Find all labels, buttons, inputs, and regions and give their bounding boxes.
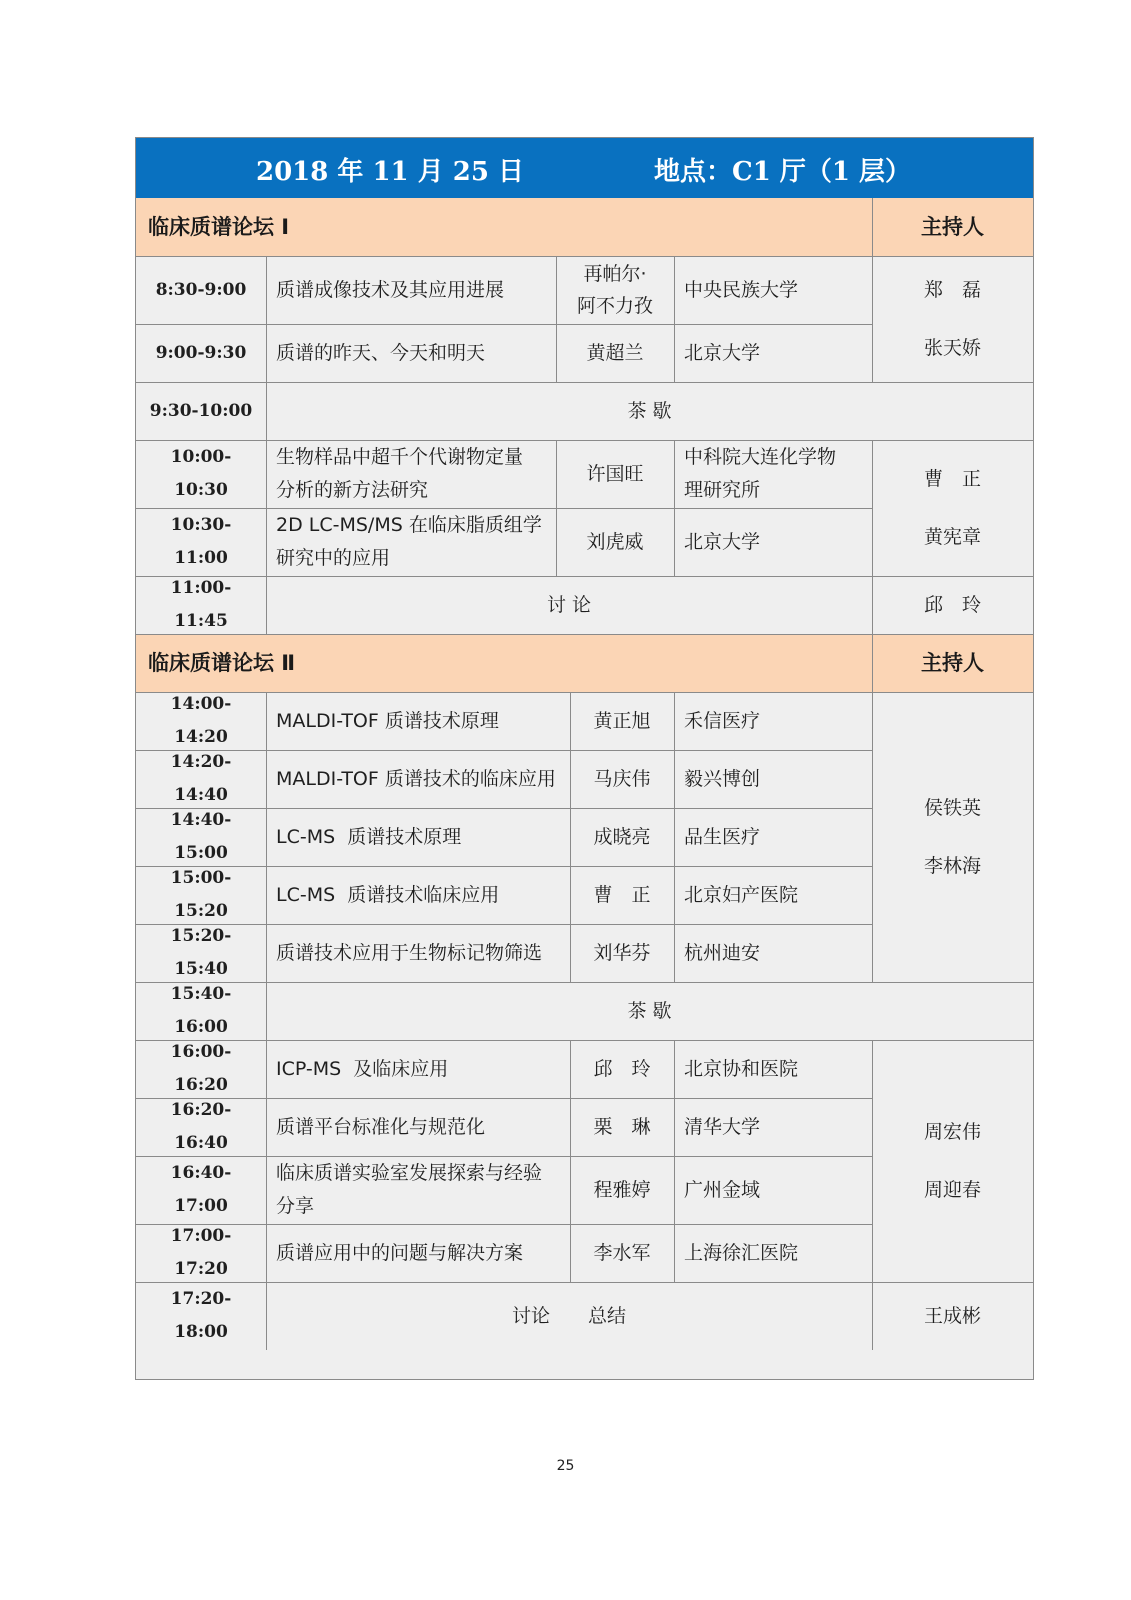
grid-line — [136, 982, 1033, 983]
grid-line — [872, 198, 873, 382]
speaker-name — [556, 256, 674, 324]
session-hosts — [872, 692, 1033, 982]
section-header-forum-2 — [136, 634, 1033, 692]
grid-line — [674, 440, 675, 576]
grid-line — [266, 256, 267, 634]
time-slot: 15:00-15:20 — [170, 868, 232, 921]
grid-line — [136, 1040, 1033, 1041]
closing-host: 王成彬 — [923, 1304, 981, 1327]
session-hosts — [872, 440, 1033, 576]
time-slot: 14:40-15:00 — [170, 810, 232, 863]
venue-location: 地点：C1 厅（1 层） — [654, 157, 911, 187]
session-hosts — [872, 1040, 1033, 1282]
time-slot: 17:00-17:20 — [170, 1226, 232, 1279]
talk-topic-line-1: 2D LC-MS/MS 在临床脂质组学 — [276, 514, 542, 536]
schedule-date: 2018 年 11 月 25 日 — [256, 157, 524, 187]
talk-topic — [266, 508, 556, 576]
time-slot: 16:40-17:00 — [170, 1163, 232, 1216]
grid-line — [674, 1040, 675, 1282]
grid-line — [136, 576, 1033, 577]
section-title: 临床质谱论坛 Ⅱ — [148, 651, 296, 675]
talk-topic: LC-MS 质谱技术临床应用 — [276, 883, 500, 906]
time-slot: 8:30-9:00 — [155, 279, 247, 300]
tea-break-label: 茶 歇 — [627, 399, 672, 422]
grid-line — [136, 808, 872, 809]
talk-topic — [266, 440, 556, 508]
host-name: 周迎春 — [923, 1179, 981, 1201]
speaker-name: 程雅婷 — [593, 1178, 651, 1201]
time-slot: 15:40-16:00 — [170, 984, 232, 1037]
talk-topic: 质谱平台标准化与规范化 — [276, 1115, 486, 1138]
tea-break-label: 茶 歇 — [627, 999, 672, 1022]
grid-line — [266, 692, 267, 1350]
grid-line — [136, 1098, 872, 1099]
grid-line — [674, 256, 675, 382]
grid-line — [136, 1224, 872, 1225]
host-column-label: 主持人 — [921, 651, 984, 675]
grid-line — [136, 924, 872, 925]
time-slot: 10:00-10:30 — [170, 447, 232, 500]
grid-line — [136, 1156, 872, 1157]
speaker-name: 栗 琳 — [593, 1115, 651, 1138]
speaker-organization: 清华大学 — [684, 1115, 761, 1138]
discussion-label: 讨 论 — [546, 593, 592, 616]
talk-topic: ICP-MS 及临床应用 — [276, 1057, 449, 1080]
time-slot: 10:30-11:00 — [170, 515, 232, 568]
talk-topic: LC-MS 质谱技术原理 — [276, 825, 462, 848]
talk-topic: 质谱的昨天、今天和明天 — [276, 341, 486, 364]
talk-topic — [266, 1156, 570, 1224]
host-column-label: 主持人 — [921, 215, 984, 239]
organization-line-2: 理研究所 — [684, 479, 761, 501]
speaker-organization: 北京大学 — [684, 530, 761, 553]
section-header-forum-1 — [136, 198, 1033, 256]
speaker-organization: 北京协和医院 — [684, 1057, 799, 1080]
closing-label: 讨论 总结 — [511, 1304, 626, 1327]
speaker-organization: 上海徐汇医院 — [684, 1241, 799, 1264]
grid-line — [136, 256, 1033, 257]
speaker-name: 马庆伟 — [593, 767, 651, 790]
speaker-name-line-1: 再帕尔· — [583, 263, 647, 285]
speaker-organization: 毅兴博创 — [684, 767, 761, 790]
talk-topic: 质谱技术应用于生物标记物筛选 — [276, 941, 543, 964]
talk-topic: 质谱成像技术及其应用进展 — [276, 278, 505, 301]
grid-line — [136, 440, 1033, 441]
speaker-organization: 中央民族大学 — [684, 278, 799, 301]
time-slot: 14:00-14:20 — [170, 694, 232, 747]
speaker-name-line-2: 阿不力孜 — [576, 295, 653, 317]
grid-line — [674, 692, 675, 982]
discussion-host: 邱 玲 — [923, 593, 981, 616]
speaker-organization: 北京大学 — [684, 341, 761, 364]
schedule-table — [135, 137, 1034, 1380]
time-slot: 9:30-10:00 — [149, 400, 253, 421]
speaker-name: 邱 玲 — [593, 1057, 651, 1080]
speaker-organization: 品生医疗 — [684, 825, 761, 848]
talk-topic-line-1: 临床质谱实验室发展探索与经验 — [276, 1162, 543, 1184]
grid-line — [570, 1040, 571, 1282]
speaker-name: 曹 正 — [593, 883, 651, 906]
session-hosts — [872, 256, 1033, 382]
speaker-organization: 北京妇产医院 — [684, 883, 799, 906]
grid-line — [136, 382, 1033, 383]
speaker-name: 刘华芬 — [593, 941, 651, 964]
speaker-name: 成晓亮 — [593, 825, 651, 848]
grid-line — [136, 1282, 1033, 1283]
host-name: 郑 磊 — [923, 279, 981, 301]
grid-line — [556, 256, 557, 382]
organization-line-1: 中科院大连化学物 — [684, 446, 837, 468]
grid-line — [136, 508, 872, 509]
time-slot: 15:20-15:40 — [170, 926, 232, 979]
time-slot: 16:20-16:40 — [170, 1100, 232, 1153]
grid-line — [136, 750, 872, 751]
time-slot: 11:00-11:45 — [170, 578, 232, 631]
talk-topic-line-2: 研究中的应用 — [276, 547, 391, 569]
host-name: 侯铁英 — [923, 797, 981, 819]
section-title: 临床质谱论坛 Ⅰ — [148, 215, 290, 239]
speaker-name: 刘虎威 — [586, 530, 644, 553]
talk-topic-line-1: 生物样品中超千个代谢物定量 — [276, 446, 524, 468]
grid-line — [570, 692, 571, 982]
grid-line — [136, 692, 1033, 693]
header-band — [136, 138, 1033, 198]
time-slot: 16:00-16:20 — [170, 1042, 232, 1095]
speaker-organization: 杭州迪安 — [684, 941, 761, 964]
speaker-name: 李水军 — [593, 1241, 651, 1264]
talk-topic: MALDI-TOF 质谱技术的临床应用 — [276, 767, 556, 790]
host-name: 曹 正 — [923, 468, 981, 490]
speaker-name: 黄超兰 — [586, 341, 644, 364]
host-name: 周宏伟 — [923, 1121, 981, 1143]
grid-line — [556, 440, 557, 576]
grid-line — [872, 1040, 873, 1350]
talk-topic: 质谱应用中的问题与解决方案 — [276, 1241, 524, 1264]
grid-line — [872, 440, 873, 982]
talk-topic: MALDI-TOF 质谱技术原理 — [276, 709, 499, 732]
speaker-name: 黄正旭 — [593, 709, 651, 732]
speaker-organization: 禾信医疗 — [684, 709, 761, 732]
talk-topic-line-2: 分析的新方法研究 — [276, 479, 429, 501]
grid-line — [136, 866, 872, 867]
grid-line — [136, 634, 1033, 635]
speaker-name: 许国旺 — [586, 462, 644, 485]
grid-line — [136, 324, 872, 325]
time-slot: 14:20-14:40 — [170, 752, 232, 805]
host-name: 李林海 — [923, 855, 981, 877]
time-slot: 9:00-9:30 — [155, 342, 247, 363]
time-slot: 17:20-18:00 — [170, 1289, 232, 1342]
host-name: 黄宪章 — [923, 526, 981, 548]
speaker-organization: 广州金域 — [684, 1178, 761, 1201]
speaker-organization — [674, 440, 872, 508]
host-name: 张天娇 — [923, 337, 981, 359]
page-number: 25 — [556, 1458, 575, 1474]
talk-topic-line-2: 分享 — [276, 1195, 315, 1217]
